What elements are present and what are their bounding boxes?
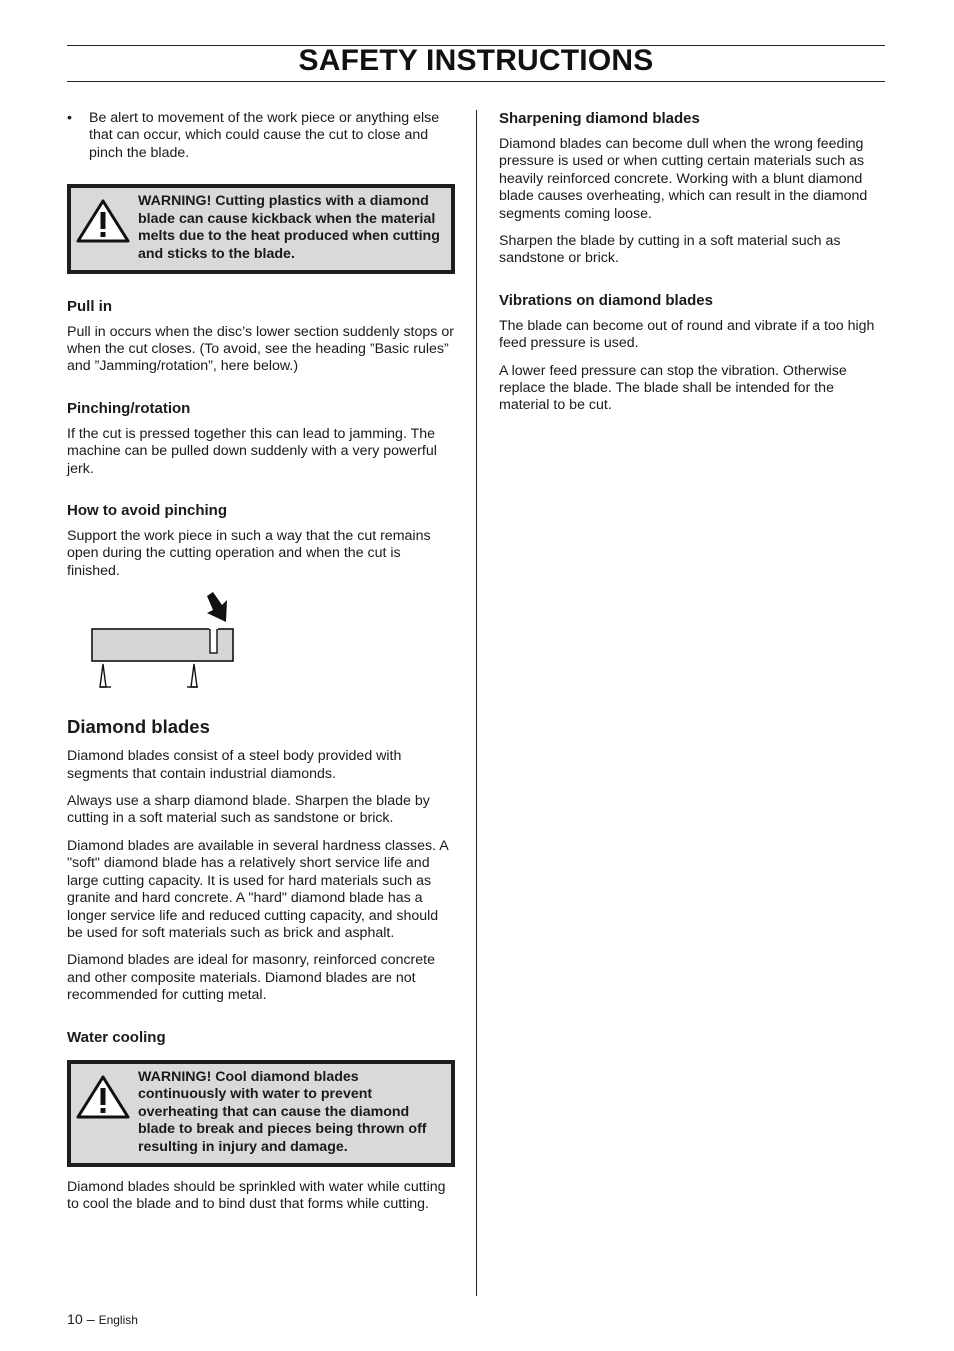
pinching-text: If the cut is pressed together this can lead to jamming. The machine can be pulled down suddenly with a very powerful jerk. [67, 425, 437, 477]
bullet-item [67, 110, 455, 162]
warning-text: WARNING! Cutting plastics with a diamond blade can cause kickback when the material melts due to the heat produced when cutting and sticks to the blade. [138, 193, 440, 262]
column-divider [476, 110, 477, 1296]
vibrations-heading: Vibrations on diamond blades [499, 291, 713, 309]
diamond-p1: Diamond blades consist of a steel body provided with segments that contain industrial diamonds. [67, 748, 402, 782]
left-column [67, 110, 455, 1223]
diamond-p3: Diamond blades are available in several hardness classes. A "soft" diamond blade has a relatively short service life and large cutting capacity. It is used for hard materials such as granite and hard concrete. A "hard" diamond blade has a longer service life and reduced cutting capacity, and should be used for soft materials such as brick and asphalt. [67, 837, 448, 941]
diamond-p4: Diamond blades are ideal for masonry, reinforced concrete and other composite materials. Diamond blades are not recommended for cutting metal. [67, 952, 436, 1004]
bullet-dot: • [67, 110, 72, 126]
vibrations-p1: The blade can become out of round and vibrate if a too high feed pressure is used. [499, 317, 875, 352]
page-footer [67, 1312, 138, 1328]
workpiece-support-illustration [67, 590, 455, 708]
header-rule-bottom [67, 81, 885, 82]
avoid-pinching-heading: How to avoid pinching [67, 502, 227, 520]
avoid-pinching-text: Support the work piece in such a way that the cut remains open during the cutting operation and when the cut is finished. [67, 528, 431, 579]
sharpening-p1: Diamond blades can become dull when the wrong feeding pressure is used or when cutting certain materials such as heavily reinforced concrete. Working with a blunt diamond blade causes overheating, which can result in the diamond segments coming loose. [499, 136, 868, 222]
warning-box-cooling [67, 1060, 455, 1167]
right-column [499, 110, 885, 425]
warning-triangle-icon [76, 1069, 138, 1125]
sharpening-p2: Sharpen the blade by cutting in a soft material such as sandstone or brick. [499, 233, 841, 267]
diamond-p2: Always use a sharp diamond blade. Sharpen the blade by cutting in a soft material such as sandstone or brick. [67, 793, 430, 827]
warning-triangle-icon [76, 193, 138, 249]
language-label: English [98, 1313, 138, 1327]
pull-in-heading: Pull in [67, 297, 112, 315]
page-title: SAFETY INSTRUCTIONS [298, 44, 654, 77]
warning-box-plastics [67, 184, 455, 273]
diamond-blades-heading: Diamond blades [67, 716, 210, 738]
warning-text: WARNING! Cool diamond blades continuously with water to prevent overheating that can cause the diamond blade to break and pieces being thrown off resulting in injury and damage. [138, 1068, 427, 1155]
water-cooling-heading: Water cooling [67, 1028, 166, 1046]
vibrations-p2: A lower feed pressure can stop the vibration. Otherwise replace the blade. The blade shall be intended for the material to be cut. [499, 362, 847, 414]
pinching-heading: Pinching/rotation [67, 399, 191, 417]
page-number: 10 – [67, 1312, 95, 1328]
water-cooling-text: Diamond blades should be sprinkled with water while cutting to cool the blade and to bind dust that forms while cutting. [67, 1178, 446, 1212]
pull-in-text: Pull in occurs when the disc’s lower section suddenly stops or when the cut closes. (To avoid, see the heading ”Basic rules” and ”Jamming/rotation”, here below.) [67, 323, 454, 375]
sharpening-heading: Sharpening diamond blades [499, 110, 700, 127]
bullet-text: Be alert to movement of the work piece or anything else that can occur, which could cause the cut to close and pinch the blade. [89, 110, 440, 161]
